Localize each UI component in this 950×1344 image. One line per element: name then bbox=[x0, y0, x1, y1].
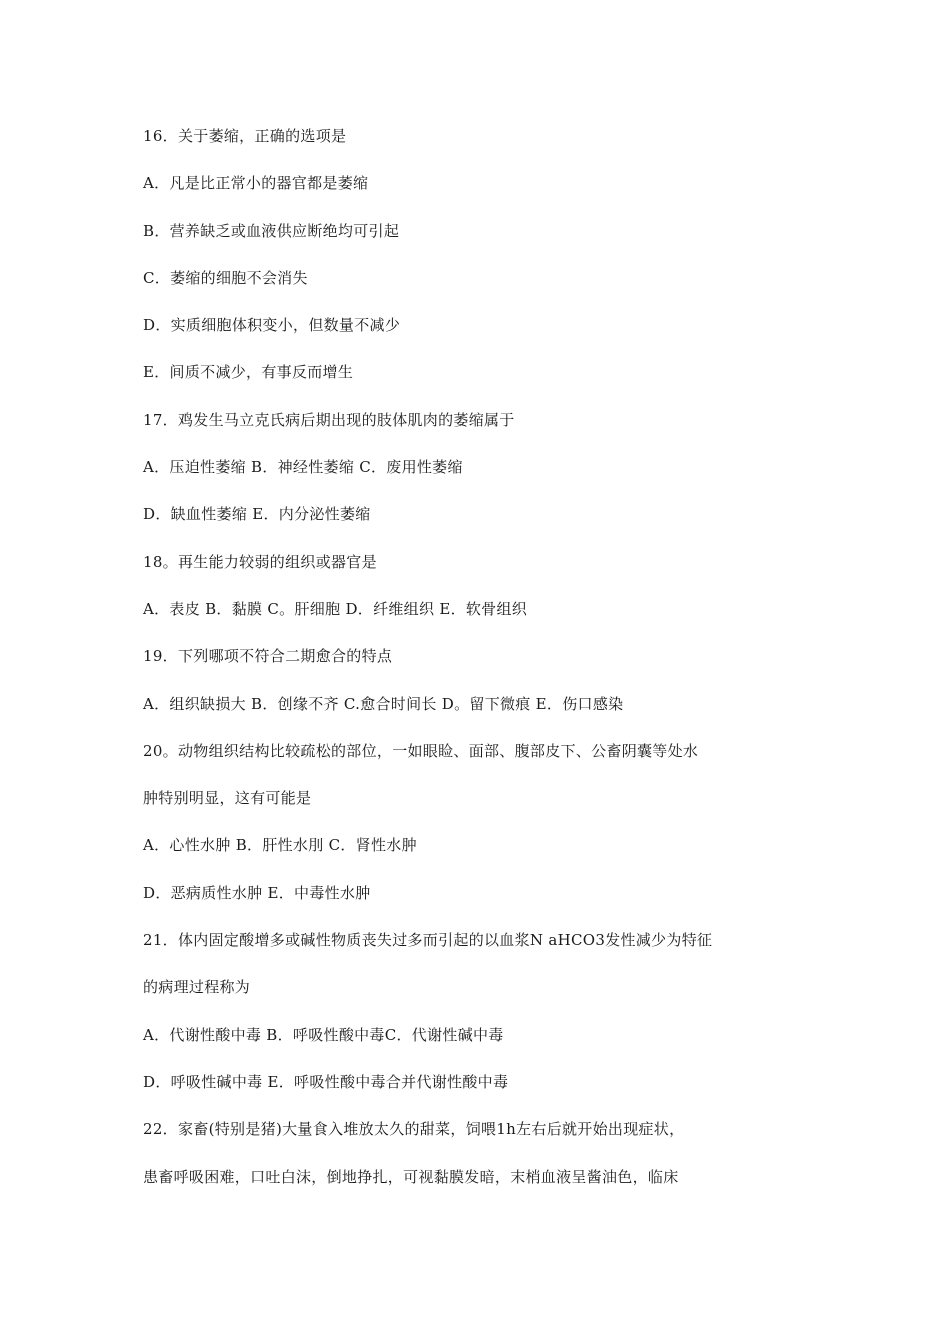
question-21-stem-line-2: 的病理过程称为 bbox=[143, 978, 251, 997]
question-16-option-a: A．凡是比正常小的器官都是萎缩 bbox=[143, 174, 369, 193]
question-16-option-d: D．实质细胞体积变小，但数量不减少 bbox=[143, 316, 401, 335]
question-21-options-abc: A．代谢性酸中毒 B．呼吸性酸中毒C．代谢性碱中毒 bbox=[143, 1025, 504, 1044]
question-16-option-c: C．萎缩的细胞不会消失 bbox=[143, 268, 308, 287]
question-18-options: A．表皮 B．黏膜 C。肝细胞 D．纤维组织 E．软骨组织 bbox=[143, 599, 528, 618]
question-20-stem-line-1: 20。动物组织结构比较疏松的部位，一如眼睑、面部、腹部皮下、公畜阴囊等处水 bbox=[143, 741, 699, 760]
question-17-stem: 17．鸡发生马立克氏病后期出现的肢体肌肉的萎缩属于 bbox=[143, 410, 515, 429]
question-22-stem-line-1: 22．家畜(特别是猪)大量食入堆放太久的甜菜，饲喂1h左右后就开始出现症状， bbox=[143, 1120, 685, 1139]
question-20-options-de: D．恶病质性水肿 E．中毒性水肿 bbox=[143, 883, 371, 902]
question-20-stem-line-2: 肿特别明显，这有可能是 bbox=[143, 789, 312, 808]
question-18-stem: 18。再生能力较弱的组织或器官是 bbox=[143, 552, 377, 571]
question-19-options: A．组织缺损大 B．创缘不齐 C.愈合时间长 D。留下微痕 E．伤口感染 bbox=[143, 694, 624, 713]
document-body bbox=[143, 123, 783, 1211]
question-16-option-b: B．营养缺乏或血液供应断绝均可引起 bbox=[143, 221, 400, 240]
question-22-stem-line-2: 患畜呼吸困难，口吐白沫，倒地挣扎，可视黏膜发暗，末梢血液呈酱油色，临床 bbox=[143, 1167, 679, 1186]
question-19-stem: 19．下列哪项不符合二期愈合的特点 bbox=[143, 647, 393, 666]
question-21-stem-line-1: 21．体内固定酸增多或碱性物质丧失过多而引起的以血浆N aHCO3发性减少为特征 bbox=[143, 931, 713, 950]
question-16-option-e: E．间质不减少，有事反而增生 bbox=[143, 363, 354, 382]
question-17-options-abc: A．压迫性萎缩 B．神经性萎缩 C．废用性萎缩 bbox=[143, 458, 463, 477]
question-21-options-de: D．呼吸性碱中毒 E．呼吸性酸中毒合并代谢性酸中毒 bbox=[143, 1072, 509, 1091]
question-20-options-abc: A．心性水肿 B．肝性水刖 C．肾性水肿 bbox=[143, 836, 417, 855]
question-16-stem: 16．关于萎缩，正确的选项是 bbox=[143, 127, 347, 145]
question-17-options-de: D．缺血性萎缩 E．内分泌性萎缩 bbox=[143, 505, 371, 524]
